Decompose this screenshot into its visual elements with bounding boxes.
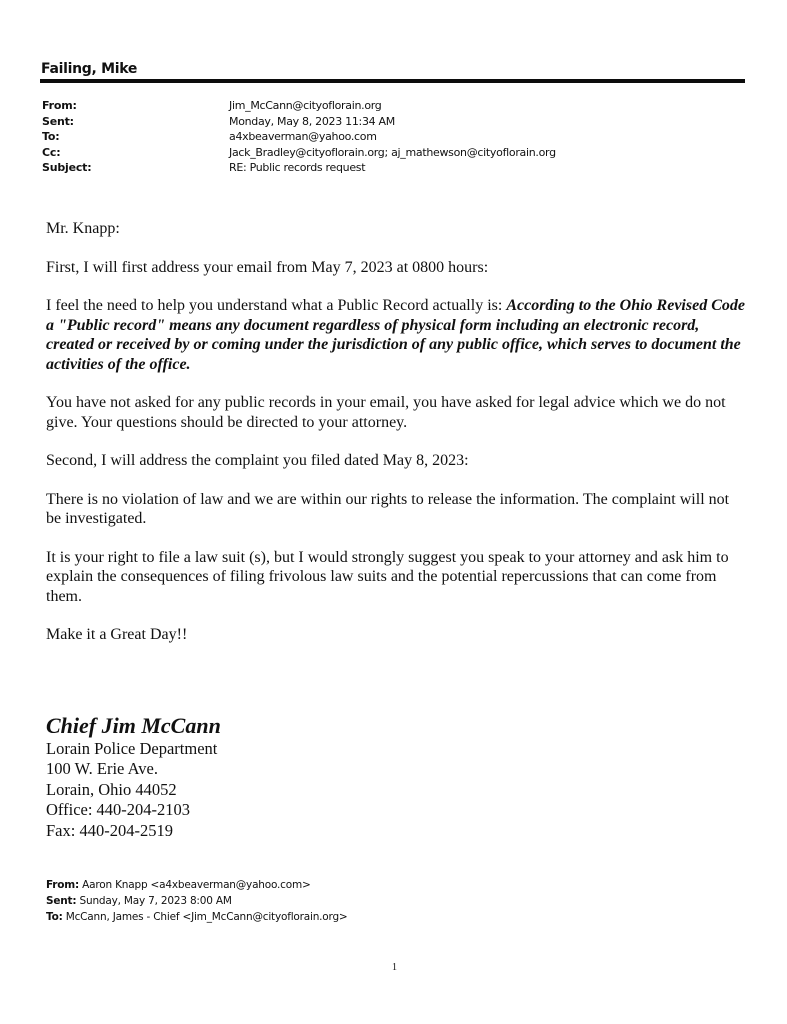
signature-block — [46, 713, 221, 841]
quoted-to-value: McCann, James - Chief <Jim_McCann@cityoflorain.org> — [62, 911, 348, 923]
page-number: 1 — [392, 962, 397, 973]
signature-fax: Fax: 440-204-2519 — [46, 820, 173, 840]
signature-office-phone: Office: 440-204-2103 — [46, 800, 191, 820]
paragraph-public-record-definition — [46, 296, 746, 374]
paragraph-second-address: Second, I will address the complaint you filed dated May 8, 2023: — [46, 452, 469, 469]
cc-value: Jack_Bradley@cityoflorain.org; aj_mathewson@cityoflorain.org — [229, 145, 556, 159]
subject-label: Subject: — [42, 161, 92, 174]
sent-value: Monday, May 8, 2023 11:34 AM — [229, 114, 395, 128]
quoted-sent-label: Sent: — [46, 895, 77, 907]
paragraph-legal-advice: You have not asked for any public records in your email, you have asked for legal advice which we do not give. Your questions should be directed to your attorney. — [46, 394, 726, 431]
paragraph-first-address: First, I will first address your email from May 7, 2023 at 0800 hours: — [46, 258, 489, 276]
email-header — [42, 98, 742, 176]
signature-name: Chief Jim McCann — [46, 713, 221, 738]
quoted-from-row — [46, 877, 348, 893]
closing-line: Make it a Great Day!! — [46, 626, 188, 643]
cc-label: Cc: — [42, 145, 61, 159]
signature-address-line2: Lorain, Ohio 44052 — [46, 779, 177, 799]
to-value: a4xbeaverman@yahoo.com — [229, 130, 377, 143]
header-divider — [40, 79, 745, 83]
ohio-revised-code-quote: According to the Ohio Revised Code a "Public record" means any document regardless of physical form including an electronic record, created or received by or coming under the jurisdiction of any public office, which serves to document the activities of the office. — [46, 297, 745, 373]
to-label: To: — [42, 130, 60, 143]
header-row-to — [42, 129, 742, 145]
from-label: From: — [42, 99, 77, 112]
email-body — [46, 219, 746, 664]
salutation: Mr. Knapp: — [46, 220, 120, 237]
quoted-from-label: From: — [46, 879, 80, 891]
quoted-sent-row — [46, 893, 348, 909]
quoted-sent-value: Sunday, May 7, 2023 8:00 AM — [76, 895, 232, 907]
mailbox-owner-name: Failing, Mike — [41, 61, 138, 77]
signature-department: Lorain Police Department — [46, 739, 218, 758]
quoted-to-row — [46, 909, 348, 925]
header-row-sent — [42, 114, 742, 130]
header-row-from — [42, 98, 742, 114]
quoted-to-label: To: — [46, 911, 63, 923]
sent-label: Sent: — [42, 114, 74, 128]
quoted-original-header — [46, 877, 348, 925]
paragraph-law-suit-warning: It is your right to file a law suit (s), but I would strongly suggest you speak to your attorney and ask him to explain the consequences of filing frivolous law suits and the potential repercussions that can come from them. — [46, 548, 729, 605]
from-value: Jim_McCann@cityoflorain.org — [229, 99, 382, 112]
signature-address-line1: 100 W. Erie Ave. — [46, 759, 158, 779]
definition-intro: I feel the need to help you understand what a Public Record actually is: — [46, 297, 507, 314]
quoted-from-value: Aaron Knapp <a4xbeaverman@yahoo.com> — [79, 879, 311, 891]
header-row-cc — [42, 145, 742, 161]
subject-value: RE: Public records request — [229, 161, 366, 174]
paragraph-no-violation: There is no violation of law and we are within our rights to release the information. The complaint will not be investigated. — [46, 490, 730, 527]
header-row-subject — [42, 160, 742, 176]
